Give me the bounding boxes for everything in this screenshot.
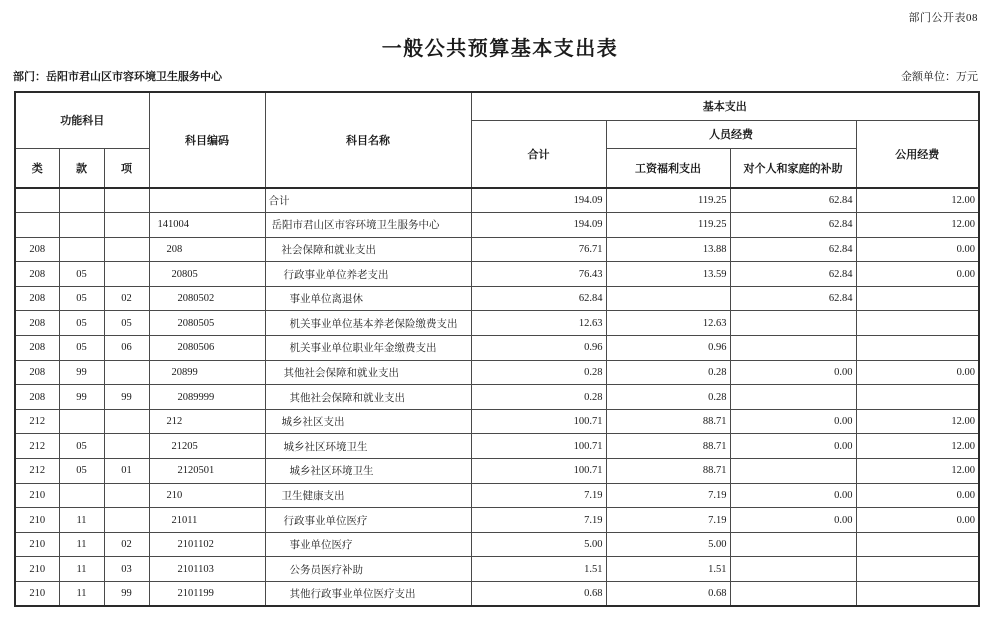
cell-family-subsidy: 62.84 bbox=[730, 188, 856, 213]
cell-subject-code: 2080502 bbox=[149, 286, 265, 311]
cell-family-subsidy: 0.00 bbox=[730, 434, 856, 459]
cell-subject-name: 行政事业单位医疗 bbox=[265, 508, 471, 533]
cell-item: 05 bbox=[104, 311, 149, 336]
cell-section bbox=[59, 213, 104, 238]
cell-subject-code: 2101199 bbox=[149, 582, 265, 607]
cell-public-expense bbox=[856, 532, 979, 557]
cell-family-subsidy bbox=[730, 385, 856, 410]
cell-subject-code: 141004 bbox=[149, 213, 265, 238]
cell-class: 210 bbox=[15, 508, 59, 533]
cell-total: 12.63 bbox=[471, 311, 606, 336]
cell-family-subsidy: 62.84 bbox=[730, 262, 856, 287]
cell-section: 05 bbox=[59, 311, 104, 336]
cell-section bbox=[59, 188, 104, 213]
cell-total: 5.00 bbox=[471, 532, 606, 557]
amount-unit-label: 金额单位：万元 bbox=[901, 71, 978, 83]
table-row bbox=[15, 508, 979, 533]
cell-salary: 0.68 bbox=[606, 582, 730, 607]
cell-class: 212 bbox=[15, 409, 59, 434]
cell-section: 99 bbox=[59, 360, 104, 385]
cell-subject-code: 2101102 bbox=[149, 532, 265, 557]
cell-class: 208 bbox=[15, 237, 59, 262]
cell-class: 208 bbox=[15, 385, 59, 410]
cell-family-subsidy: 62.84 bbox=[730, 237, 856, 262]
department-label: 部门：岳阳市君山区市容环境卫生服务中心 bbox=[13, 71, 222, 83]
cell-family-subsidy bbox=[730, 557, 856, 582]
cell-item bbox=[104, 483, 149, 508]
cell-salary: 119.25 bbox=[606, 188, 730, 213]
header-class: 类 bbox=[15, 148, 59, 188]
cell-item: 02 bbox=[104, 532, 149, 557]
cell-total: 7.19 bbox=[471, 508, 606, 533]
cell-subject-code: 2101103 bbox=[149, 557, 265, 582]
cell-total: 0.28 bbox=[471, 360, 606, 385]
cell-section: 99 bbox=[59, 385, 104, 410]
cell-total: 76.71 bbox=[471, 237, 606, 262]
cell-family-subsidy bbox=[730, 336, 856, 361]
table-row bbox=[15, 311, 979, 336]
cell-total: 0.28 bbox=[471, 385, 606, 410]
cell-class: 210 bbox=[15, 582, 59, 607]
cell-item: 99 bbox=[104, 582, 149, 607]
cell-subject-name: 其他社会保障和就业支出 bbox=[265, 385, 471, 410]
cell-item: 01 bbox=[104, 459, 149, 484]
cell-salary: 88.71 bbox=[606, 434, 730, 459]
cell-section: 11 bbox=[59, 557, 104, 582]
cell-salary: 0.28 bbox=[606, 360, 730, 385]
cell-subject-code: 21205 bbox=[149, 434, 265, 459]
cell-class: 208 bbox=[15, 336, 59, 361]
cell-salary: 0.96 bbox=[606, 336, 730, 361]
cell-public-expense bbox=[856, 557, 979, 582]
cell-class: 208 bbox=[15, 286, 59, 311]
cell-subject-code: 2089999 bbox=[149, 385, 265, 410]
cell-subject-name: 城乡社区环境卫生 bbox=[265, 434, 471, 459]
header-family-subsidy: 对个人和家庭的补助 bbox=[730, 148, 856, 188]
cell-public-expense bbox=[856, 582, 979, 607]
cell-public-expense: 12.00 bbox=[856, 434, 979, 459]
cell-salary: 12.63 bbox=[606, 311, 730, 336]
cell-item: 02 bbox=[104, 286, 149, 311]
header-subject-code: 科目编码 bbox=[149, 92, 265, 188]
cell-salary: 5.00 bbox=[606, 532, 730, 557]
cell-item: 06 bbox=[104, 336, 149, 361]
cell-family-subsidy bbox=[730, 532, 856, 557]
cell-item: 03 bbox=[104, 557, 149, 582]
cell-section bbox=[59, 483, 104, 508]
cell-public-expense bbox=[856, 385, 979, 410]
header-func-subject: 功能科目 bbox=[15, 92, 149, 148]
cell-subject-name: 城乡社区支出 bbox=[265, 409, 471, 434]
header-basic-expense: 基本支出 bbox=[471, 92, 979, 120]
cell-subject-name: 机关事业单位职业年金缴费支出 bbox=[265, 336, 471, 361]
table-row bbox=[15, 188, 979, 213]
table-row bbox=[15, 237, 979, 262]
cell-section: 05 bbox=[59, 336, 104, 361]
cell-total: 194.09 bbox=[471, 213, 606, 238]
cell-family-subsidy: 0.00 bbox=[730, 483, 856, 508]
cell-total: 100.71 bbox=[471, 434, 606, 459]
table-row bbox=[15, 336, 979, 361]
cell-salary: 119.25 bbox=[606, 213, 730, 238]
cell-total: 1.51 bbox=[471, 557, 606, 582]
cell-public-expense: 12.00 bbox=[856, 409, 979, 434]
cell-subject-name: 合计 bbox=[265, 188, 471, 213]
header-subject-name: 科目名称 bbox=[265, 92, 471, 188]
header-section: 款 bbox=[59, 148, 104, 188]
cell-subject-name: 卫生健康支出 bbox=[265, 483, 471, 508]
cell-section: 05 bbox=[59, 286, 104, 311]
cell-subject-code: 20805 bbox=[149, 262, 265, 287]
cell-class: 212 bbox=[15, 459, 59, 484]
table-row bbox=[15, 385, 979, 410]
cell-family-subsidy: 0.00 bbox=[730, 508, 856, 533]
cell-family-subsidy bbox=[730, 582, 856, 607]
header-public-expense: 公用经费 bbox=[856, 120, 979, 188]
cell-total: 194.09 bbox=[471, 188, 606, 213]
cell-family-subsidy bbox=[730, 459, 856, 484]
cell-item bbox=[104, 262, 149, 287]
cell-section: 11 bbox=[59, 582, 104, 607]
cell-item bbox=[104, 434, 149, 459]
cell-class: 208 bbox=[15, 311, 59, 336]
cell-section: 05 bbox=[59, 262, 104, 287]
header-item: 项 bbox=[104, 148, 149, 188]
header-total: 合计 bbox=[471, 120, 606, 188]
table-row bbox=[15, 532, 979, 557]
cell-total: 100.71 bbox=[471, 409, 606, 434]
cell-salary: 1.51 bbox=[606, 557, 730, 582]
cell-item bbox=[104, 409, 149, 434]
cell-subject-code: 2080506 bbox=[149, 336, 265, 361]
cell-public-expense: 0.00 bbox=[856, 237, 979, 262]
form-number-label: 部门公开表08 bbox=[908, 12, 978, 24]
cell-total: 0.96 bbox=[471, 336, 606, 361]
cell-public-expense bbox=[856, 311, 979, 336]
cell-public-expense: 0.00 bbox=[856, 483, 979, 508]
cell-salary: 13.59 bbox=[606, 262, 730, 287]
cell-public-expense: 12.00 bbox=[856, 188, 979, 213]
table-row bbox=[15, 483, 979, 508]
cell-subject-code: 212 bbox=[149, 409, 265, 434]
cell-subject-code: 21011 bbox=[149, 508, 265, 533]
cell-section bbox=[59, 409, 104, 434]
cell-subject-name: 行政事业单位养老支出 bbox=[265, 262, 471, 287]
cell-item bbox=[104, 360, 149, 385]
table-row bbox=[15, 557, 979, 582]
cell-salary: 88.71 bbox=[606, 409, 730, 434]
cell-subject-name: 事业单位离退休 bbox=[265, 286, 471, 311]
cell-subject-name: 其他社会保障和就业支出 bbox=[265, 360, 471, 385]
cell-public-expense bbox=[856, 286, 979, 311]
page-title: 一般公共预算基本支出表 bbox=[381, 38, 619, 60]
cell-salary: 7.19 bbox=[606, 483, 730, 508]
cell-subject-name: 事业单位医疗 bbox=[265, 532, 471, 557]
cell-public-expense: 12.00 bbox=[856, 213, 979, 238]
cell-subject-code bbox=[149, 188, 265, 213]
header-personnel: 人员经费 bbox=[606, 120, 856, 148]
cell-class bbox=[15, 213, 59, 238]
header-salary: 工资福利支出 bbox=[606, 148, 730, 188]
cell-subject-code: 2120501 bbox=[149, 459, 265, 484]
cell-family-subsidy: 62.84 bbox=[730, 286, 856, 311]
cell-class: 210 bbox=[15, 532, 59, 557]
meta-row bbox=[13, 68, 978, 84]
table-row bbox=[15, 409, 979, 434]
table-row bbox=[15, 434, 979, 459]
cell-section: 11 bbox=[59, 508, 104, 533]
basic-expense-table bbox=[14, 91, 980, 607]
cell-salary: 0.28 bbox=[606, 385, 730, 410]
cell-salary bbox=[606, 286, 730, 311]
cell-section: 11 bbox=[59, 532, 104, 557]
cell-family-subsidy: 0.00 bbox=[730, 360, 856, 385]
cell-public-expense: 0.00 bbox=[856, 262, 979, 287]
cell-subject-code: 2080505 bbox=[149, 311, 265, 336]
cell-class: 210 bbox=[15, 483, 59, 508]
table-row bbox=[15, 213, 979, 238]
table-header bbox=[15, 92, 979, 188]
cell-class: 212 bbox=[15, 434, 59, 459]
cell-class: 208 bbox=[15, 360, 59, 385]
cell-public-expense: 0.00 bbox=[856, 360, 979, 385]
cell-subject-name: 其他行政事业单位医疗支出 bbox=[265, 582, 471, 607]
cell-subject-name: 机关事业单位基本养老保险缴费支出 bbox=[265, 311, 471, 336]
cell-salary: 7.19 bbox=[606, 508, 730, 533]
cell-class: 208 bbox=[15, 262, 59, 287]
cell-family-subsidy bbox=[730, 311, 856, 336]
cell-total: 76.43 bbox=[471, 262, 606, 287]
cell-item bbox=[104, 508, 149, 533]
cell-family-subsidy: 62.84 bbox=[730, 213, 856, 238]
table-row bbox=[15, 582, 979, 607]
table-row bbox=[15, 286, 979, 311]
cell-total: 100.71 bbox=[471, 459, 606, 484]
cell-total: 62.84 bbox=[471, 286, 606, 311]
table-body bbox=[15, 188, 979, 606]
table-row bbox=[15, 262, 979, 287]
cell-total: 0.68 bbox=[471, 582, 606, 607]
cell-item bbox=[104, 213, 149, 238]
cell-item bbox=[104, 237, 149, 262]
cell-subject-name: 岳阳市君山区市容环境卫生服务中心 bbox=[265, 213, 471, 238]
cell-subject-name: 公务员医疗补助 bbox=[265, 557, 471, 582]
cell-subject-name: 城乡社区环境卫生 bbox=[265, 459, 471, 484]
cell-total: 7.19 bbox=[471, 483, 606, 508]
cell-salary: 88.71 bbox=[606, 459, 730, 484]
cell-family-subsidy: 0.00 bbox=[730, 409, 856, 434]
cell-section bbox=[59, 237, 104, 262]
cell-salary: 13.88 bbox=[606, 237, 730, 262]
cell-section: 05 bbox=[59, 459, 104, 484]
cell-section: 05 bbox=[59, 434, 104, 459]
table-row bbox=[15, 459, 979, 484]
table-row bbox=[15, 360, 979, 385]
cell-public-expense: 12.00 bbox=[856, 459, 979, 484]
cell-class bbox=[15, 188, 59, 213]
cell-item bbox=[104, 188, 149, 213]
cell-subject-name: 社会保障和就业支出 bbox=[265, 237, 471, 262]
cell-subject-code: 208 bbox=[149, 237, 265, 262]
cell-class: 210 bbox=[15, 557, 59, 582]
cell-subject-code: 20899 bbox=[149, 360, 265, 385]
cell-item: 99 bbox=[104, 385, 149, 410]
cell-public-expense: 0.00 bbox=[856, 508, 979, 533]
cell-subject-code: 210 bbox=[149, 483, 265, 508]
cell-public-expense bbox=[856, 336, 979, 361]
